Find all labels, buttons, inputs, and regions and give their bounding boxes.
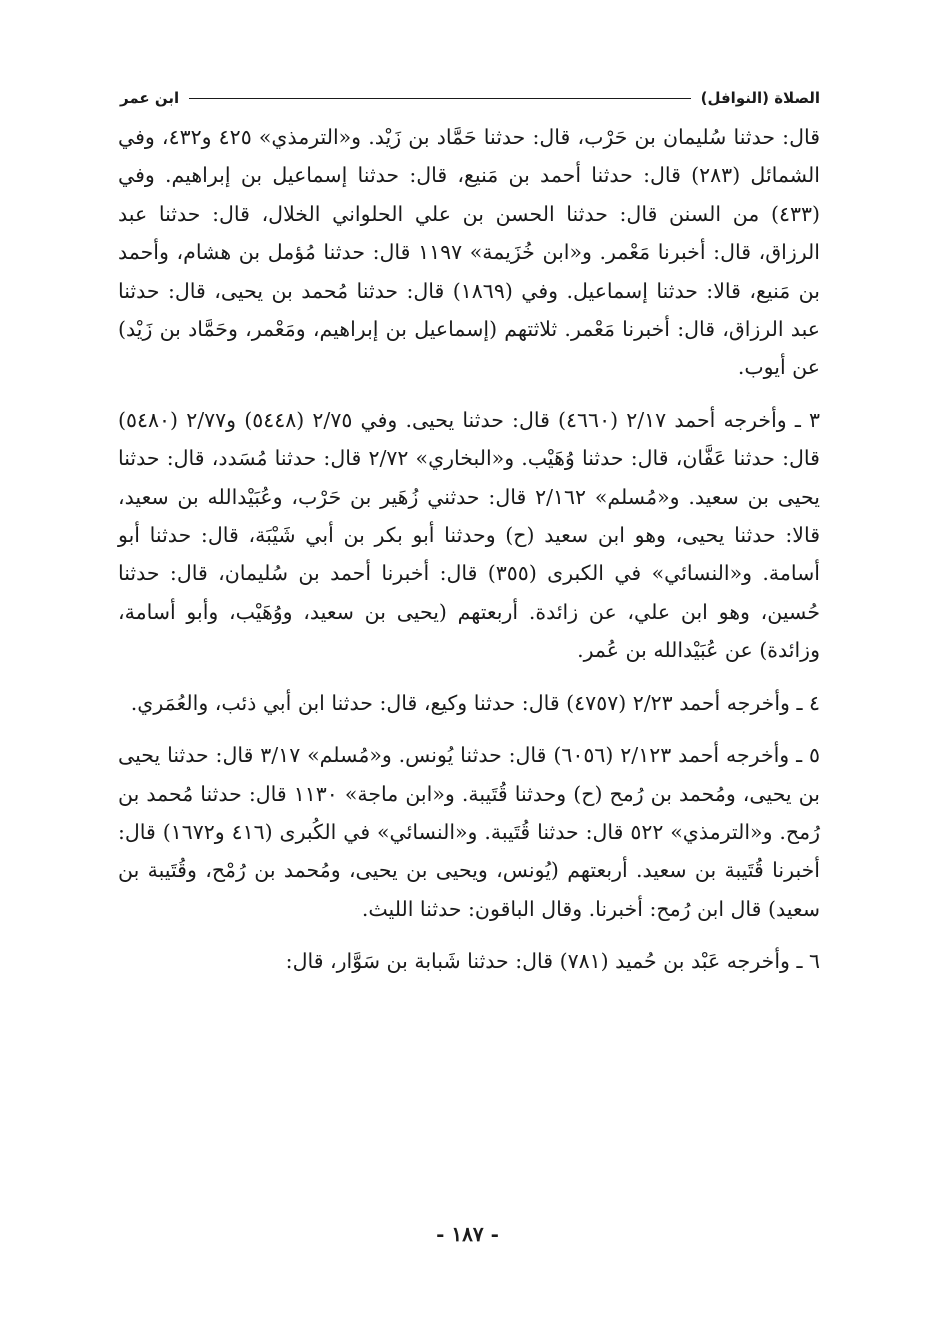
paragraph-item-5: ٥ ـ وأخرجه أحمد ٢/١٢٣ (٦٠٥٦) قال: حدثنا يُونس. و«مُسلم» ٣/١٧ قال: حدثنا يحيى بن يحيى، ومُحمد بن رُمح (ح) وحدثنا قُتَيبة. و«ابن ماجة» ١١٣٠ قال: حدثنا مُحمد بن رُمح. و«الترمذي» ٥٢٢ قال: حدثنا قُتَيبة. و«النسائي» في الكُبرى (٤١٦ و١٦٧٢) قال: أخبرنا قُتَيبة بن سعيد. أربعتهم (يُونس، ويحيى بن يحيى، ومُحمد بن رُمْح، وقُتَيبة بن سعيد) قال ابن رُمح: أخبرنا. وقال الباقون: حدثنا الليث. xyxy=(118,743,820,921)
running-header xyxy=(120,86,820,110)
body-text xyxy=(118,118,820,981)
page-number: - ١٨٧ - xyxy=(436,1222,499,1246)
section-name: ابن عمر xyxy=(120,89,180,107)
chapter-title: الصلاة (النوافل) xyxy=(700,89,820,107)
paragraph-item-4: ٤ ـ وأخرجه أحمد ٢/٢٣ (٤٧٥٧) قال: حدثنا وكيع، قال: حدثنا ابن أبي ذئب، والعُمَري. xyxy=(130,690,820,715)
paragraph-item-6: ٦ ـ وأخرجه عَبْد بن حُميد (٧٨١) قال: حدثنا شَبابة بن سَوَّار، قال: xyxy=(285,949,820,974)
header-rule xyxy=(189,98,690,99)
paragraph-continuation: قال: حدثنا سُليمان بن حَرْب، قال: حدثنا حَمَّاد بن زَيْد. و«الترمذي» ٤٢٥ و٤٣٢، وفي الشمائل (٢٨٣) قال: حدثنا أحمد بن مَنيع، قال: حدثنا إسماعيل بن إبراهيم. وفي (٤٣٣) من السنن قال: حدثنا الحسن بن علي الحلواني الخلال، قال: حدثنا عبد الرزاق، قال: أخبرنا مَعْمر. و«ابن خُزَيمة» ١١٩٧ قال: حدثنا مُؤمل بن هشام، وأحمد بن مَنيع، قالا: حدثنا إسماعيل. وفي (١٨٦٩) قال: حدثنا مُحمد بن يحيى، قال: حدثنا عبد الرزاق، قال: أخبرنا مَعْمر. ثلاثتهم (إسماعيل بن إبراهيم، ومَعْمر، وحَمَّاد بن زَيْد) عن أيوب. xyxy=(118,125,821,380)
paragraph-item-3: ٣ ـ وأخرجه أحمد ٢/١٧ (٤٦٦٠) قال: حدثنا يحيى. وفي ٢/٧٥ (٥٤٤٨) و٢/٧٧ (٥٤٨٠) قال: حدثنا عَفَّان، قال: حدثنا وُهَيْب. و«البخاري» ٢/٧٢ قال: حدثنا مُسَدد، قال: حدثنا يحيى بن سعيد. و«مُسلم» ٢/١٦٢ قال: حدثني زُهَير بن حَرْب، وعُبَيْدالله بن سعيد، قالا: حدثنا يحيى، وهو ابن سعيد (ح) وحدثنا أبو بكر بن أبي شَيْبَة، قال: حدثنا أبو أسامة. و«النسائي» في الكبرى (٣٥٥) قال: أخبرنا أحمد بن سُليمان، قال: حدثنا حُسين، وهو ابن علي، عن زائدة. أربعتهم (يحيى بن سعيد، ووُهَيْب، وأبو أسامة، وزائدة) عن عُبَيْدالله بن عُمر. xyxy=(118,407,821,663)
